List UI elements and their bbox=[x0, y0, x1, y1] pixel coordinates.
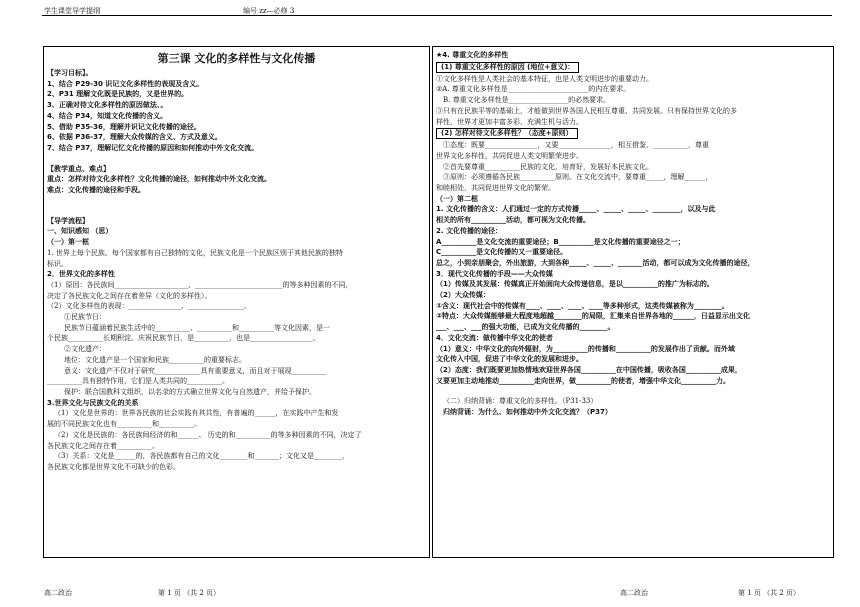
text-line: （1）意义：中华文化的向外辐射，为__________的传播和__________的发展作出了贡献。而外域 bbox=[436, 344, 735, 353]
text-line: 各民族文化都是世界文化不可缺少的色彩。 bbox=[47, 462, 180, 471]
text-line: （2）态度：我们既要更加热情地欢迎世界各国__________在中国传播，吸收各国__________成果， bbox=[436, 365, 742, 374]
text-line: 【教学重点、难点】 bbox=[47, 164, 110, 173]
text-line: 1. 文化传播的含义：人们通过一定的方式传播_____、_____、_____、________，以及与此 bbox=[436, 205, 716, 214]
text-line: 地位：文化遗产是一个国家和民族__________的重要标志。 bbox=[64, 355, 246, 364]
text-line: 1、结合 P29-30 识记文化多样性的表现及含义。 bbox=[47, 79, 204, 88]
text-line: ②首先要尊重__________民族的文化，培育好，发展好本民族文化。 bbox=[443, 162, 653, 171]
text-line: （2）文化多样性的表现：_______________、________________。 bbox=[47, 302, 251, 311]
text-line: 一、知识感知 （思） bbox=[47, 227, 113, 236]
text-line: 3、正确对待文化多样性的原因做法、。 bbox=[47, 101, 168, 110]
text-line: 2、P31 理解文化既是民族的，又是世界的。 bbox=[47, 90, 189, 99]
text-line: （1）传媒及其发展：传媒真正开始面向大众传递信息，是以__________的推广为标志的。 bbox=[436, 280, 714, 289]
text-line: （1）文化是世界的：世界各民族的社会实践有其共性，有普遍的______，在实践中产生和发 bbox=[54, 409, 339, 418]
text-line: 相关的所有__________活动，都可视为文化传播。 bbox=[436, 216, 590, 225]
footer-left-page: 第 1 页 （共 2 页） bbox=[158, 589, 221, 597]
boxed-heading: (2) 怎样对待文化多样性？（态度+原则） bbox=[436, 128, 578, 139]
footer-right-page: 第 1 页 （共 2 页） bbox=[738, 589, 801, 597]
spacer bbox=[433, 386, 833, 396]
text-line: ②特点：大众传媒能够最大程度地超越________的局限，汇集来自世界各地的______，日益显示出文化 bbox=[436, 312, 750, 321]
text-line: ①态度：既要_______________，又要_______________，相互借鉴，__________，尊重 bbox=[443, 141, 709, 150]
boxed-heading: (1) 尊重文化多样性的原因 (地位+意义)： bbox=[436, 62, 579, 73]
text-line: ③原则：必须遵循各民族__________原则。在文化交流中，要尊重_____，理解______， bbox=[443, 173, 713, 182]
text-line: （3）关系：文化是______的，各民族都有自己的文化________和_______；文化又是________， bbox=[54, 452, 349, 461]
text-line: 4．文化交流：做传播中华文化的使者 bbox=[436, 333, 553, 342]
text-line: 保护：联合国教科文组织，以名录的方式确立世界文化与自然遗产，并给予保护。 bbox=[64, 387, 316, 396]
text-line: （一）第一框 bbox=[47, 238, 89, 247]
text-line: （2）大众传媒： bbox=[436, 291, 490, 300]
lesson-title: 第三课 文化的多样性与文化传播 bbox=[157, 52, 316, 65]
text-line: __________具有独特作用，它们是人类共同的__________。 bbox=[47, 377, 229, 386]
text-line: 样性，世界才更加丰富多彩，充满生机与活力。 bbox=[436, 117, 583, 126]
text-line: 世界文化多样性，共同促进人类文明繁荣进步。 bbox=[436, 151, 583, 160]
text-line: 各民族文化之间存在着__________。 bbox=[47, 441, 159, 450]
text-line: C__________是文化传播的又一重要途径。 bbox=[436, 248, 568, 257]
text-line: ①文化多样性是人类社会的基本特征，也是人类文明进步的重要动力。 bbox=[436, 74, 653, 83]
text-line: 5、借助 P35-36，理解并识记文化传播的途径。 bbox=[47, 122, 201, 131]
spacer bbox=[44, 196, 429, 206]
text-line: ①民族节日： bbox=[64, 313, 106, 322]
text-line: 意义：文化遗产不仅对于研究_____________具有重要意义，而且对于展现__________ bbox=[64, 366, 327, 375]
text-line: 展的不同民族文化也有__________和__________。 bbox=[47, 420, 201, 429]
text-line bbox=[433, 127, 833, 140]
spacer bbox=[44, 154, 429, 164]
text-line: 6、依据 P36-37，理解大众传媒的含义、方式及意义。 bbox=[47, 133, 222, 142]
text-line: 个民族__________长期积淀。庆祝民族节日，是__________，也是__________________。 bbox=[47, 334, 320, 343]
text-line: ②A. 尊重文化多样性是_______________________的内在要求。 bbox=[436, 85, 631, 94]
spacer bbox=[44, 206, 429, 216]
header-center-text: 编号 zz—必修 3 bbox=[243, 7, 295, 15]
text-line: 又要更加主动地推动__________走向世界，做__________的使者，增强中华文化__________力。 bbox=[436, 376, 730, 385]
text-line: （2）文化是民族的：各民族间经济的和______、 历史的和__________的等多种因素的不同，决定了 bbox=[54, 430, 362, 439]
text-line: 重点：怎样对待文化多样性？文化传播的途径，如何推动中外文化交流。 bbox=[47, 175, 271, 184]
text-line: 【学习目标】。 bbox=[47, 69, 93, 77]
text-line: （1）原因：各民族间_____________________、_________________________的等多种因素的不同， bbox=[47, 280, 353, 289]
text-line: 文化传入中国，促进了中华文化的发展和进步。 bbox=[436, 355, 583, 364]
left-content bbox=[44, 68, 429, 473]
text-line: 难点：文化传播的途径和手段。 bbox=[47, 186, 145, 195]
text-line: （二）归纳背诵：尊重文化的多样性。（P31-33） bbox=[443, 397, 598, 406]
footer-right-subject: 高二政治 bbox=[620, 589, 648, 597]
text-line: 民族节日蕴涵着民族生活中的__________、__________和__________等文化因素，是一 bbox=[64, 323, 330, 332]
left-column bbox=[43, 46, 430, 558]
footer-left-subject: 高二政治 bbox=[44, 589, 72, 597]
text-line: 3．现代文化传播的手段——大众传媒 bbox=[436, 269, 553, 278]
text-line: B. 尊重文化多样性是_________________的必然要求。 bbox=[443, 96, 611, 105]
text-line: ③只有在民族平等的基础上，才能做到世界各国人民相互尊重、共同发展。只有保持世界文化的多 bbox=[436, 106, 737, 115]
text-line: 决定了各民族文化之间存在着差异（文化的多样性）。 bbox=[47, 291, 212, 300]
text-line: 归纳背诵：为什么、如何推动中外文化交流？（P37） bbox=[443, 408, 612, 417]
text-line: 【导学流程】 bbox=[47, 216, 89, 225]
text-line: 1. 世界上每个民族、每个国家都有自己独特的文化，民族文化是一个民族区别于其他民族的独特 bbox=[47, 248, 343, 257]
text-line: 总之，小到亲朋聚会，外出旅游，大到各种_____、_____、_______活动，都可以成为文化传播的途径， bbox=[436, 258, 755, 267]
text-line: 标识。 bbox=[47, 259, 68, 268]
text-line: ②文化遗产： bbox=[64, 345, 106, 354]
text-line bbox=[433, 61, 833, 74]
header-left-text: 学生课堂导学提纲 bbox=[44, 7, 100, 15]
text-line: ①含义：现代社会中的传媒有____、____、____、____等多种形式，这类传媒被称为________。 bbox=[436, 301, 729, 310]
text-line: 7、结合 P37，理解记忆文化传播的原因和如何推动中外文化交流。 bbox=[47, 143, 259, 152]
text-line: A__________是文化交流的重要途径；B__________是文化传播的重要途径之一； bbox=[436, 237, 685, 246]
text-line: 4、结合 P34，知道文化传播的含义。 bbox=[47, 111, 168, 120]
text-line: ___、___、___的强大功能，已成为文化传播的________。 bbox=[436, 323, 615, 332]
text-line: ★4. 尊重文化的多样性 bbox=[436, 51, 509, 59]
right-column bbox=[432, 46, 834, 558]
text-line: 和睦相处，共同促进世界文化的繁荣。 bbox=[436, 184, 555, 193]
text-line: 2. 文化传播的途径： bbox=[436, 226, 502, 235]
header-rule bbox=[42, 15, 832, 16]
text-line: （一）第二框 bbox=[436, 194, 478, 203]
right-content bbox=[433, 50, 833, 418]
text-line: 3.世界文化与民族文化的关系 bbox=[47, 398, 139, 407]
text-line: 2．世界文化的多样性 bbox=[47, 270, 115, 279]
